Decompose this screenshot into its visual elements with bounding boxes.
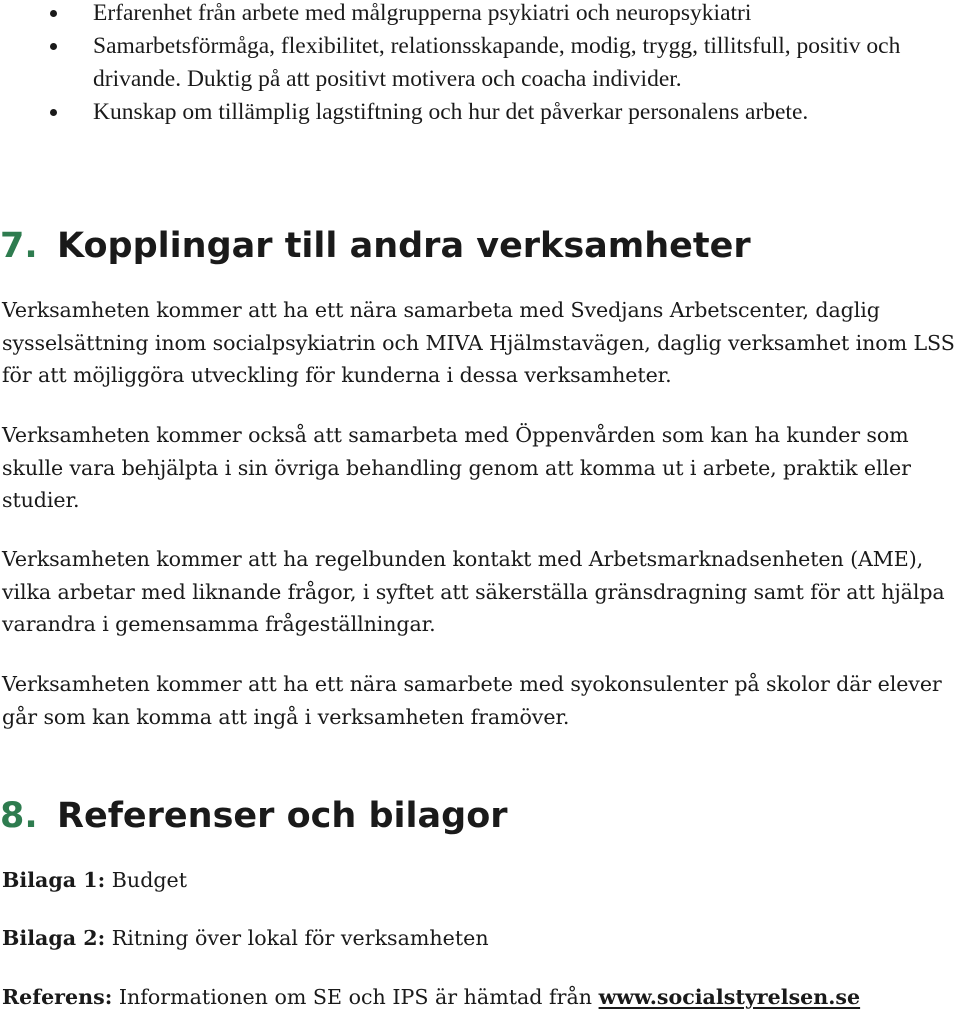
attachment-1-label: Bilaga 1: [2, 868, 106, 892]
section-8-title: Referenser och bilagor [57, 796, 508, 836]
reference-line [2, 981, 860, 1013]
requirements-list [0, 0, 960, 129]
attachment-1 [2, 864, 187, 896]
section-7-paragraph-2: Verksamheten kommer också att samarbeta med Öppenvården som kan ha kunder som skulle vara behjälpta i sin övriga behandling genom att komma ut i arbete, praktik eller studier. [2, 423, 911, 512]
bullet-icon [50, 43, 57, 50]
list-item-text: Erfarenhet från arbete med målgrupperna psykiatri och neuropsykiatri [93, 0, 752, 26]
attachment-1-text: Budget [111, 868, 188, 892]
attachment-2-text: Ritning över lokal för verksamheten [111, 926, 489, 950]
section-7-paragraph-4: Verksamheten kommer att ha ett nära samarbete med syokonsulenter på skolor där elever går som kan komma att ingå i verksamheten framöver. [2, 672, 942, 729]
section-7-paragraph-1: Verksamheten kommer att ha ett nära samarbeta med Svedjans Arbetscenter, daglig sysselsättning inom socialpsykiatrin och MIVA Hjälmstavägen, daglig verksamhet inom LSS för att möjliggöra utveckling för kunderna i dessa verksamheter. [2, 298, 955, 387]
socialstyrelsen-link[interactable]: www.socialstyrelsen.se [598, 985, 861, 1009]
section-8-heading [0, 794, 508, 838]
list-item-text: Samarbetsförmåga, flexibilitet, relationsskapande, modig, trygg, tillitsfull, positiv och drivande. Duktig på att positivt motivera och coacha individer. [93, 33, 901, 92]
section-7-title: Kopplingar till andra verksamheter [57, 226, 751, 266]
section-8-number: 8. [0, 796, 38, 836]
attachment-2-label: Bilaga 2: [2, 926, 106, 950]
list-item [0, 30, 960, 96]
list-item-text: Kunskap om tillämplig lagstiftning och hur det påverkar personalens arbete. [93, 99, 809, 125]
attachment-2 [2, 922, 489, 954]
bullet-icon [50, 109, 57, 116]
list-item [0, 0, 960, 30]
reference-label: Referens: [2, 985, 113, 1009]
reference-text: Informationen om SE och IPS är hämtad från [118, 985, 593, 1009]
bullet-icon [50, 10, 57, 17]
section-7-heading [0, 224, 751, 268]
list-item [0, 96, 960, 129]
section-7-number: 7. [0, 226, 38, 266]
section-7-paragraph-3: Verksamheten kommer att ha regelbunden kontakt med Arbetsmarknadsenheten (AME), vilka arbetar med liknande frågor, i syftet att säkerställa gränsdragning samt för att hjälpa varandra i gemensamma frågeställningar. [2, 547, 945, 636]
